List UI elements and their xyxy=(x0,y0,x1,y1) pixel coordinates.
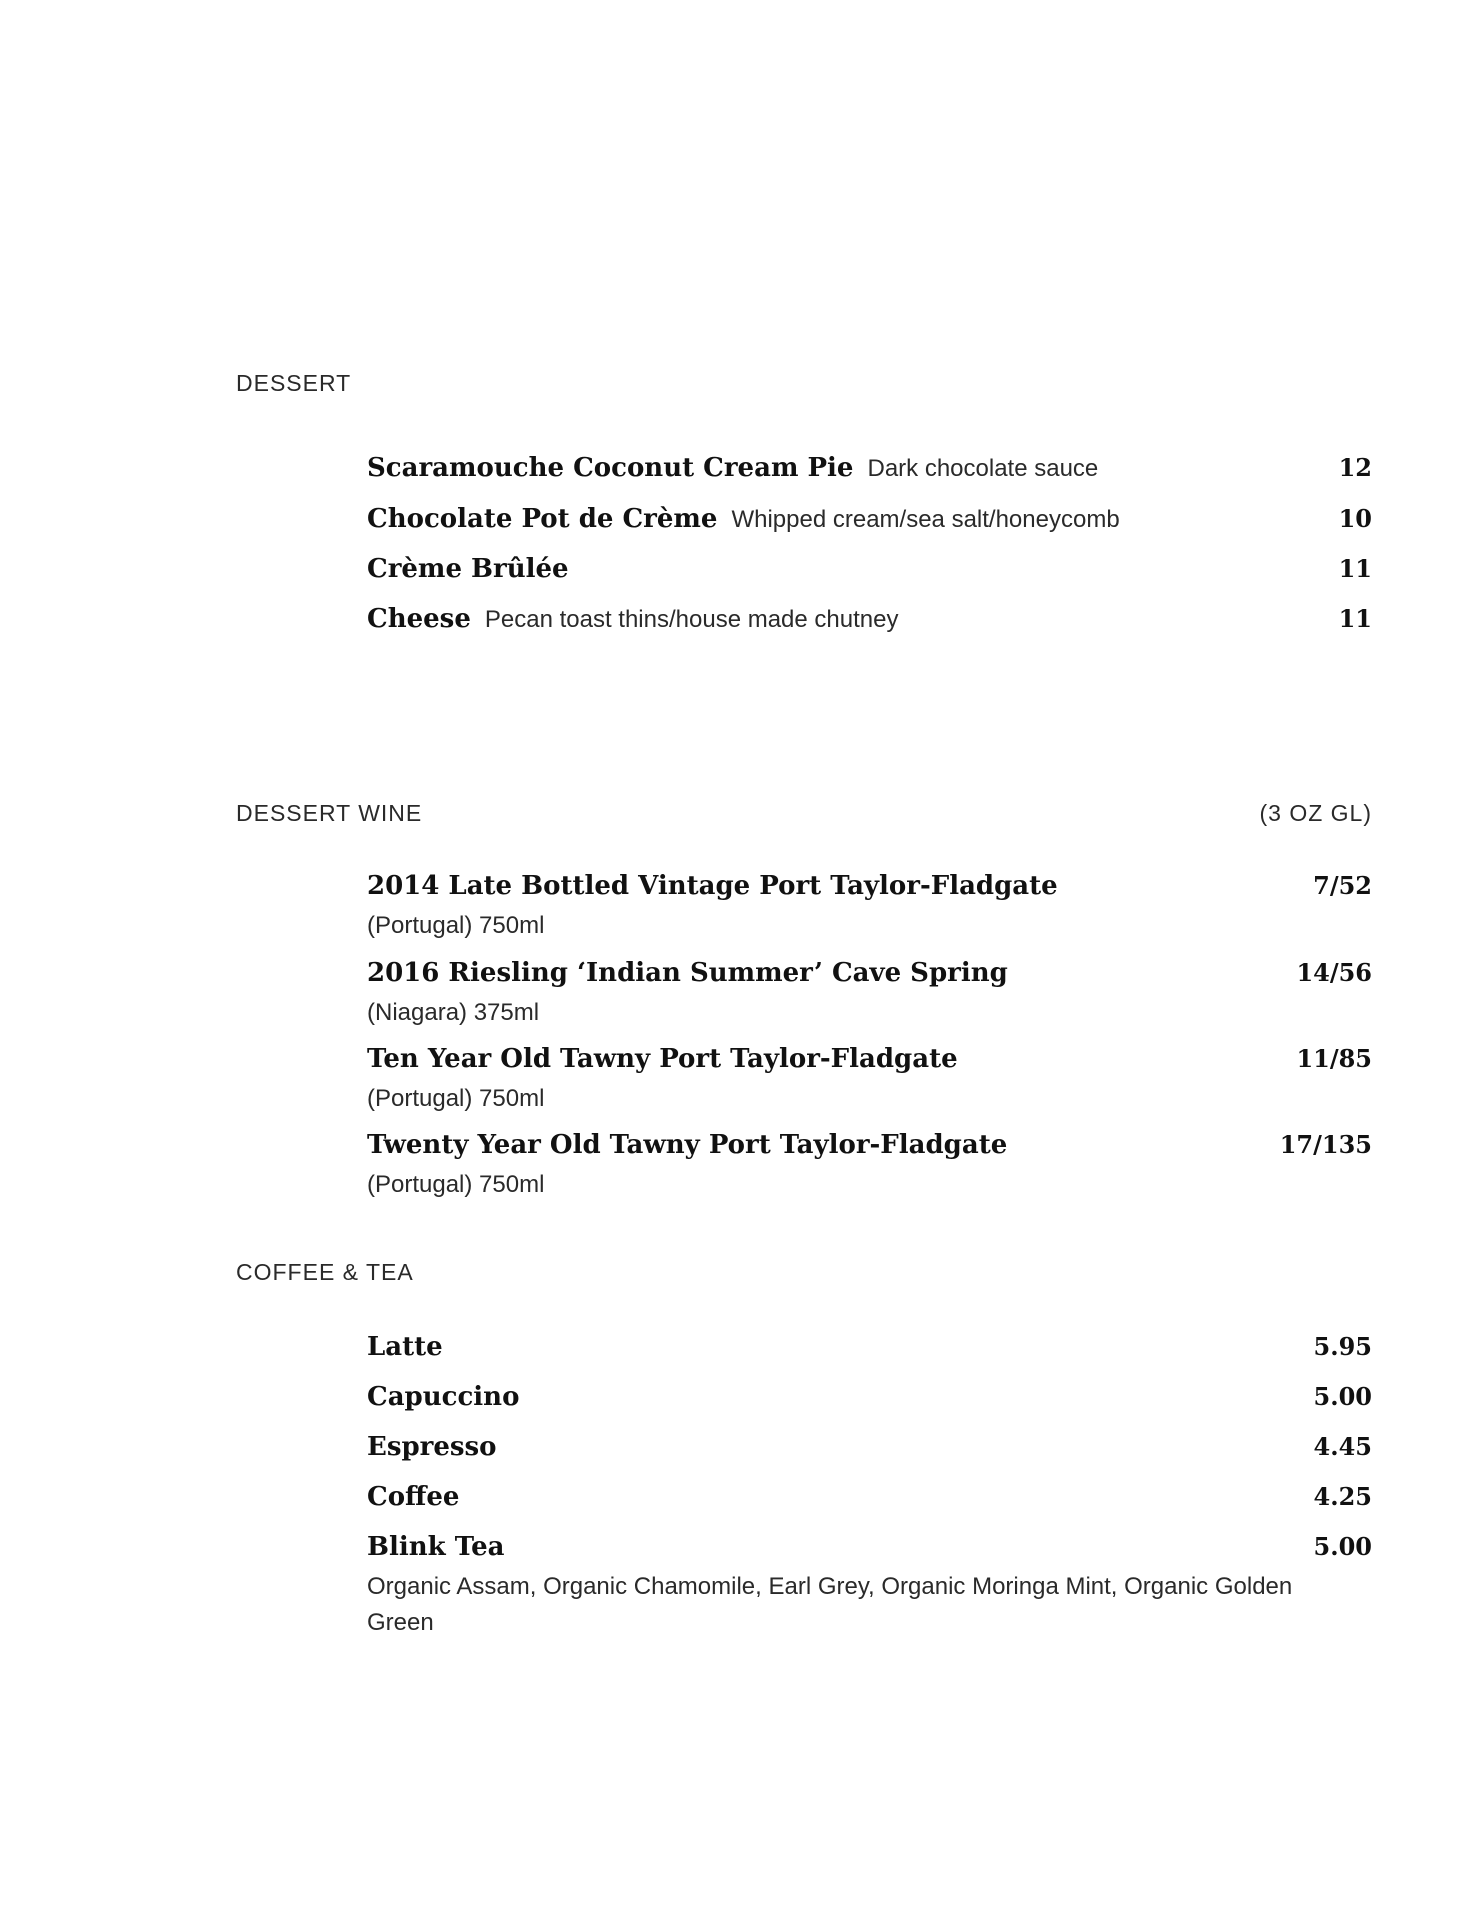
tea-varieties: Organic Assam, Organic Chamomile, Earl Grey, Organic Moringa Mint, Organic Golden Green xyxy=(367,1573,1293,1636)
coffee-tea-heading: COFFEE & TEA xyxy=(236,1259,414,1285)
item-price: 10 xyxy=(1338,504,1372,533)
item-name: Chocolate Pot de Crème xyxy=(367,504,718,534)
item-price: 5.00 xyxy=(1313,1532,1372,1561)
item-description: Pecan toast thins/house made chutney xyxy=(484,606,899,633)
item-name: Crème Brûlée xyxy=(367,554,569,584)
item-description: Whipped cream/sea salt/honeycomb xyxy=(731,506,1120,533)
item-origin: (Portugal) 750ml xyxy=(367,1171,545,1198)
item-name: Cheese xyxy=(367,604,471,634)
item-name: Espresso xyxy=(367,1432,497,1462)
item-origin: (Niagara) 375ml xyxy=(367,999,540,1026)
menu-item xyxy=(367,1329,1372,1369)
menu-item xyxy=(367,551,1372,591)
menu-item xyxy=(367,1379,1372,1419)
dessert-wine-heading: DESSERT WINE xyxy=(236,800,423,826)
item-name: Latte xyxy=(367,1332,443,1362)
item-name: Scaramouche Coconut Cream Pie xyxy=(367,453,854,483)
item-name: Ten Year Old Tawny Port Taylor-Fladgate xyxy=(367,1044,958,1074)
menu-item xyxy=(367,955,1372,1031)
item-price: 7/52 xyxy=(1313,871,1372,900)
item-origin: (Portugal) 750ml xyxy=(367,1085,545,1112)
item-price: 14/56 xyxy=(1296,958,1372,987)
item-price: 11/85 xyxy=(1296,1044,1372,1073)
item-price: 11 xyxy=(1338,554,1372,583)
menu-item xyxy=(367,1529,1372,1641)
item-price: 17/135 xyxy=(1279,1130,1372,1159)
menu-item xyxy=(367,501,1372,541)
menu-item xyxy=(367,601,1372,641)
menu-item xyxy=(367,1041,1372,1117)
item-price: 11 xyxy=(1338,604,1372,633)
dessert-heading: DESSERT xyxy=(236,370,352,396)
serving-size-note: (3 OZ GL) xyxy=(1259,800,1372,826)
item-price: 4.45 xyxy=(1313,1432,1372,1461)
item-name: 2014 Late Bottled Vintage Port Taylor-Fladgate xyxy=(367,871,1058,901)
item-name: Coffee xyxy=(367,1482,460,1512)
item-origin: (Portugal) 750ml xyxy=(367,912,545,939)
item-name: Twenty Year Old Tawny Port Taylor-Fladgate xyxy=(367,1130,1008,1160)
item-price: 12 xyxy=(1338,453,1372,482)
menu-item xyxy=(367,1479,1372,1519)
item-price: 4.25 xyxy=(1313,1482,1372,1511)
menu-item xyxy=(367,868,1372,944)
menu-item xyxy=(367,1429,1372,1469)
item-price: 5.95 xyxy=(1313,1332,1372,1361)
menu-item xyxy=(367,1127,1372,1203)
menu-item xyxy=(367,450,1372,490)
item-name: Blink Tea xyxy=(367,1532,505,1562)
item-name: 2016 Riesling ‘Indian Summer’ Cave Spring xyxy=(367,958,1008,988)
item-name: Capuccino xyxy=(367,1382,520,1412)
item-price: 5.00 xyxy=(1313,1382,1372,1411)
item-description: Dark chocolate sauce xyxy=(867,455,1099,482)
